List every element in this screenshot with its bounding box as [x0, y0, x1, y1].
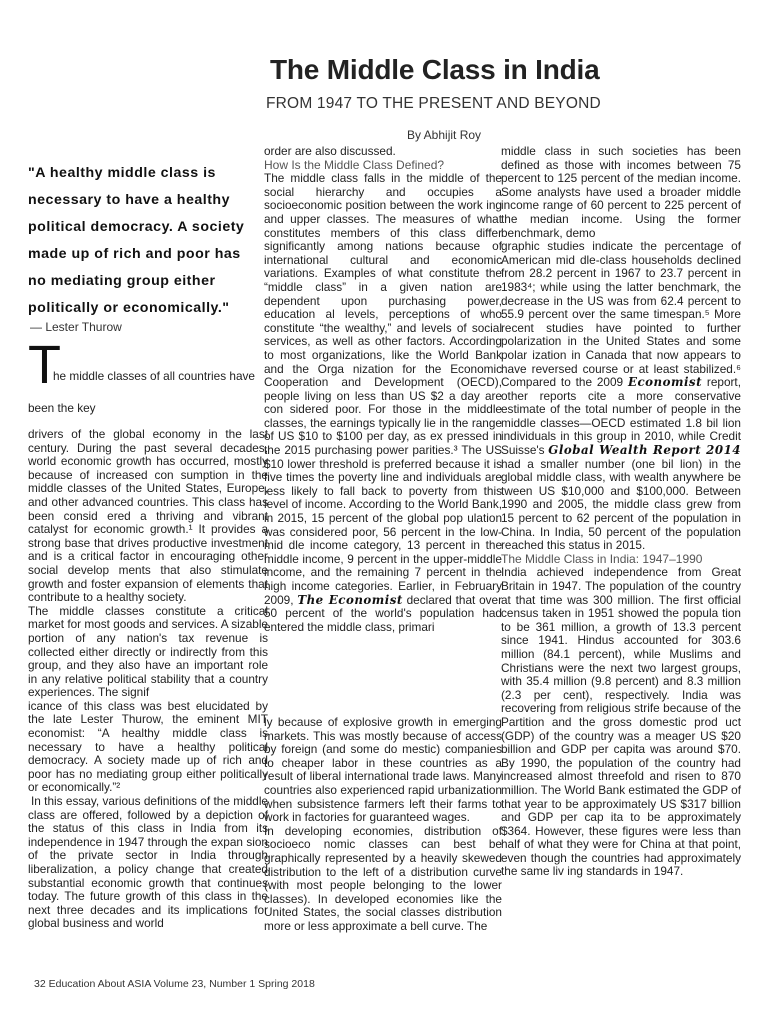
paragraph-text: had a smaller number (one bil lion) in the global middle class, with wealth anywhere be tween US $10,000 and $100,000. Between 1990 and 2005, the middle class grew from 15 percent to 62 percent of the population in China. In India, 50 percent of the population reached this status in 2015.	[501, 456, 741, 553]
column-1-first-line	[28, 402, 268, 416]
publication-name: The Economist	[297, 592, 403, 607]
paragraph-text: The middle class falls in the middle of the social hierarchy and occupies a socioeconomic position between the work ing and upper classes. The measures of what constitutes members of this class differ significantly among nations because of international cultural and economic variations. Examples of what constitute the “middle class” in a given nation are dependent upon purchasing power, education al levels, perceptions of who constitute “the wealthy,” and levels of social services, as well as other factors. According to most organizations, like the World Bank and the Orga nization for the Economic Cooperation and Development (OECD), people living on less than US $2 a day are con sidered poor. For those in the middle classes, the earnings typically lie in the range of US $10 to $100 per day, as ex pressed in the 2015 purchasing power parities.³ The US $10 lower threshold is preferred because it is five times the poverty line and individuals are less likely to fall back to poverty from this level of income. According to the World Bank, in 2015, 15 percent of the global pop ulation was considered poor, 56 percent in the low-mid dle income category, 13 percent in the middle income, 9 percent in the upper-middle income, and the remaining 7 percent in the high income categories. Earlier, in February 2009,	[264, 171, 502, 607]
paragraph	[501, 240, 741, 553]
page-footer: 32 Education About ASIA Volume 23, Number 1 Spring 2018	[34, 978, 315, 990]
article-title: The Middle Class in India	[270, 54, 600, 85]
publication-name: Economist	[627, 375, 703, 390]
column-2-body-top	[264, 145, 502, 634]
paragraph	[264, 172, 502, 634]
paragraph-text: declared that over 50 percent of the world's population had entered the middle class, primari	[264, 592, 503, 634]
paragraph: middle class in such societies has been defined as those with incomes between 75 percent to 125 percent of the median income. Some analysts have used a broader middle income range of 60 percent to 225 percent of the median income. Using the former benchmark, demo	[501, 144, 741, 240]
pull-quote-attribution: — Lester Thurow	[30, 320, 122, 334]
column-3-body	[501, 145, 741, 879]
paragraph: In developing economies, distribution of socioeco nomic classes can best be graphically represented by a heavily skewed distribution to the left of a distribution curve (with most people belonging to the lower classes). In developed economies like the United States, the social classes distribution more or less approximate a bell curve. The	[264, 823, 502, 933]
paragraph: order are also discussed.	[264, 144, 396, 158]
paragraph-text: report, other reports cite a more conservative estimate of the total number of people in the middle classes—OECD estimated 1.8 bil lion individuals in this group in 2010, while Credit Suisse's	[501, 375, 741, 458]
byline: By Abhijit Roy	[407, 128, 482, 142]
publication-name: Global Wealth Report 2014	[548, 443, 741, 458]
section-heading: How Is the Middle Class Defined?	[264, 157, 445, 172]
section-heading: The Middle Class in India: 1947–1990	[501, 551, 703, 566]
column-2-body-bottom	[264, 716, 502, 934]
paragraph: In this essay, various definitions of the middle class are offered, followed by a depiction of the status of this class in India from its independence in 1947 through the expan sion of the private sector in India through liberalization, a policy change that created substantial economic growth that continues today. The future growth of this class in the next three decades and its implications for global business and world	[28, 794, 268, 931]
column-1-body	[28, 428, 268, 931]
article-subtitle: FROM 1947 TO THE PRESENT AND BEYOND	[266, 95, 601, 112]
drop-cap: T	[28, 335, 61, 395]
drop-cap-line-text: he middle classes of all countries have	[53, 369, 255, 383]
paragraph: been the key	[28, 401, 96, 415]
paragraph: ly because of explosive growth in emerging markets. This was mostly because of access by foreign (and some do mestic) companies to cheaper labor in these countries as a result of liberal international trade laws. Many countries also experienced rapid urbanization when subsistence farmers left their farms to work in factories for guaranteed wages.	[264, 715, 502, 825]
paragraph: The middle classes constitute a critical market for most goods and services. A sizable portion of any nation's tax revenue is collected either directly or indirectly from this group, and they also have an important role in any relative political stability that a country experiences. The signif	[28, 603, 268, 700]
paragraph: India achieved independence from Great Britain in 1947. The population of the country at that time was 300 million. The first official census taken in 1951 showed the popula tion to be 361 million, a growth of 13.3 percent since 1941. Hindus accounted for 303.6 million (84.1 percent), while Muslims and Christians were the next two largest groups, with 35.4 million (9.8 percent) and 8.3 million (2.3 per cent), respectively. India was recovering from religious strife because of the Partition and the gross domestic prod uct (GDP) of the country was a meager US $20 billion and GDP per capita was around $70. By 1990, the population of the country had increased almost threefold and risen to 870 million. The World Bank estimated the GDP of that year to be approximately US $317 billion and GDP per cap ita to be approximately $364. However, these figures were less than half of what they were for China at that point, even though the countries had approximately the same liv ing standards in 1947.	[501, 565, 741, 879]
paragraph-text: graphic studies indicate the percentage of American mid dle-class households declined from 28.2 percent in 1967 to 23.7 percent in 1983⁴; while using the latter benchmark, the decrease in the US was from 62.4 percent to 55.9 percent over the same timespan.⁵ More recent studies have pointed to further polarization in the United States and some polar ization in Canada that now appears to have reversed course or at least stabilized.⁶ Compared to the 2009	[501, 239, 741, 390]
drop-cap-paragraph-start	[28, 335, 268, 395]
paragraph: icance of this class was best elucidated by the late Lester Thurow, the eminent MIT economist: “A healthy middle class is necessary to have a healthy political democracy. A society made up of rich and poor has no mediating group either politically or economically.”²	[28, 698, 268, 795]
pull-quote: "A healthy middle class is necessary to have a healthy political democracy. A society made up of rich and poor has no mediating group either politically or economically."	[28, 165, 245, 316]
paragraph: drivers of the global economy in the last century. During the past several decades, world economic growth has occurred, mostly because of increased con sumption in the middle classes of the United States, Europe, and other advanced countries. This class has been consid ered a thriving and vibrant catalyst for economic growth.¹ It provides a strong base that drives productive investment and is a critical factor in encouraging other social develop ments that also stimulate growth and foster expansion of elements that contribute to a healthy society.	[28, 427, 268, 605]
